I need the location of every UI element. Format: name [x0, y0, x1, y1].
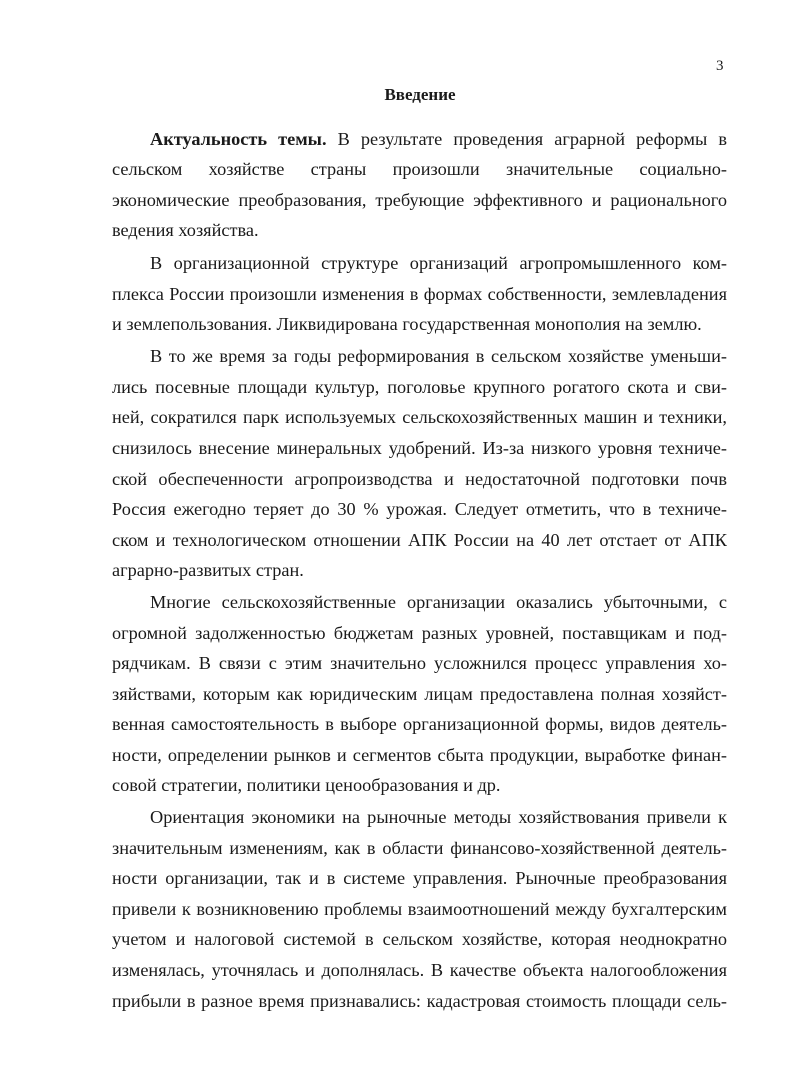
text-line: снизилось внесение минеральных удобрений. Из-за низкого уровня техниче-: [112, 438, 727, 458]
text-line: Ориентация экономики на рыночные методы хозяйствования привели к: [150, 807, 727, 827]
text-line: учетом и налоговой системой в сельском хозяйстве, которая неоднократно: [112, 929, 727, 949]
page-title: Введение: [384, 85, 456, 104]
text-line: Россия ежегодно теряет до 30 % урожая. Следует отметить, что в техниче-: [112, 499, 727, 519]
text-line: значительным изменениям, как в области финансово-хозяйственной деятель-: [112, 838, 727, 858]
text-line: лись посевные площади культур, поголовье крупного рогатого скота и сви-: [112, 377, 727, 397]
text-line: В то же время за годы реформирования в сельском хозяйстве уменьши-: [150, 346, 727, 366]
text-line: ней, сократился парк используемых сельскохозяйственных машин и техники,: [112, 407, 727, 427]
text-line: совой стратегии, политики ценообразования и др.: [112, 775, 501, 795]
text-line: рядчикам. В связи с этим значительно усложнился процесс управления хо-: [112, 653, 727, 673]
text-line: Актуальность темы. В результате проведения аграрной реформы в: [150, 129, 727, 149]
text-line: и землепользования. Ликвидирована государственная монополия на землю.: [112, 314, 702, 334]
text-line: привели к возникновению проблемы взаимоотношений между бухгалтерским: [112, 899, 727, 919]
text-line: зяйствами, которым как юридическим лицам предоставлена полная хозяйст-: [112, 684, 727, 704]
text-line: экономические преобразования, требующие эффективного и рационального: [112, 190, 727, 210]
text-line: сельском хозяйстве страны произошли значительные социально-: [112, 159, 727, 179]
text-line: прибыли в разное время признавались: кадастровая стоимость площади сель-: [112, 991, 727, 1011]
text-line: ведения хозяйства.: [112, 220, 259, 240]
text-line: Многие сельскохозяйственные организации оказались убыточными, с: [150, 592, 727, 612]
text-line: ском и технологическом отношении АПК России на 40 лет отстает от АПК: [112, 530, 727, 550]
text-line: венная самостоятельность в выборе организационной формы, видов деятель-: [112, 714, 727, 734]
text-line: плекса России произошли изменения в формах собственности, землевладения: [112, 284, 727, 304]
text-line: ской обеспеченности агропроизводства и недостаточной подготовки почв: [112, 469, 727, 489]
text-line: аграрно-развитых стран.: [112, 560, 304, 580]
text-line: В организационной структуре организаций агропромышленного ком-: [150, 253, 727, 273]
text-line: ности организации, так и в системе управления. Рыночные преобразования: [112, 868, 727, 888]
text-line: ности, определении рынков и сегментов сбыта продукции, выработке финан-: [112, 745, 727, 765]
page-number: 3: [716, 58, 724, 74]
topic-lead: Актуальность темы.: [150, 129, 327, 149]
text-line: огромной задолженностью бюджетам разных уровней, поставщикам и под-: [112, 623, 727, 643]
text-line: изменялась, уточнялась и дополнялась. В качестве объекта налогообложения: [112, 960, 727, 980]
